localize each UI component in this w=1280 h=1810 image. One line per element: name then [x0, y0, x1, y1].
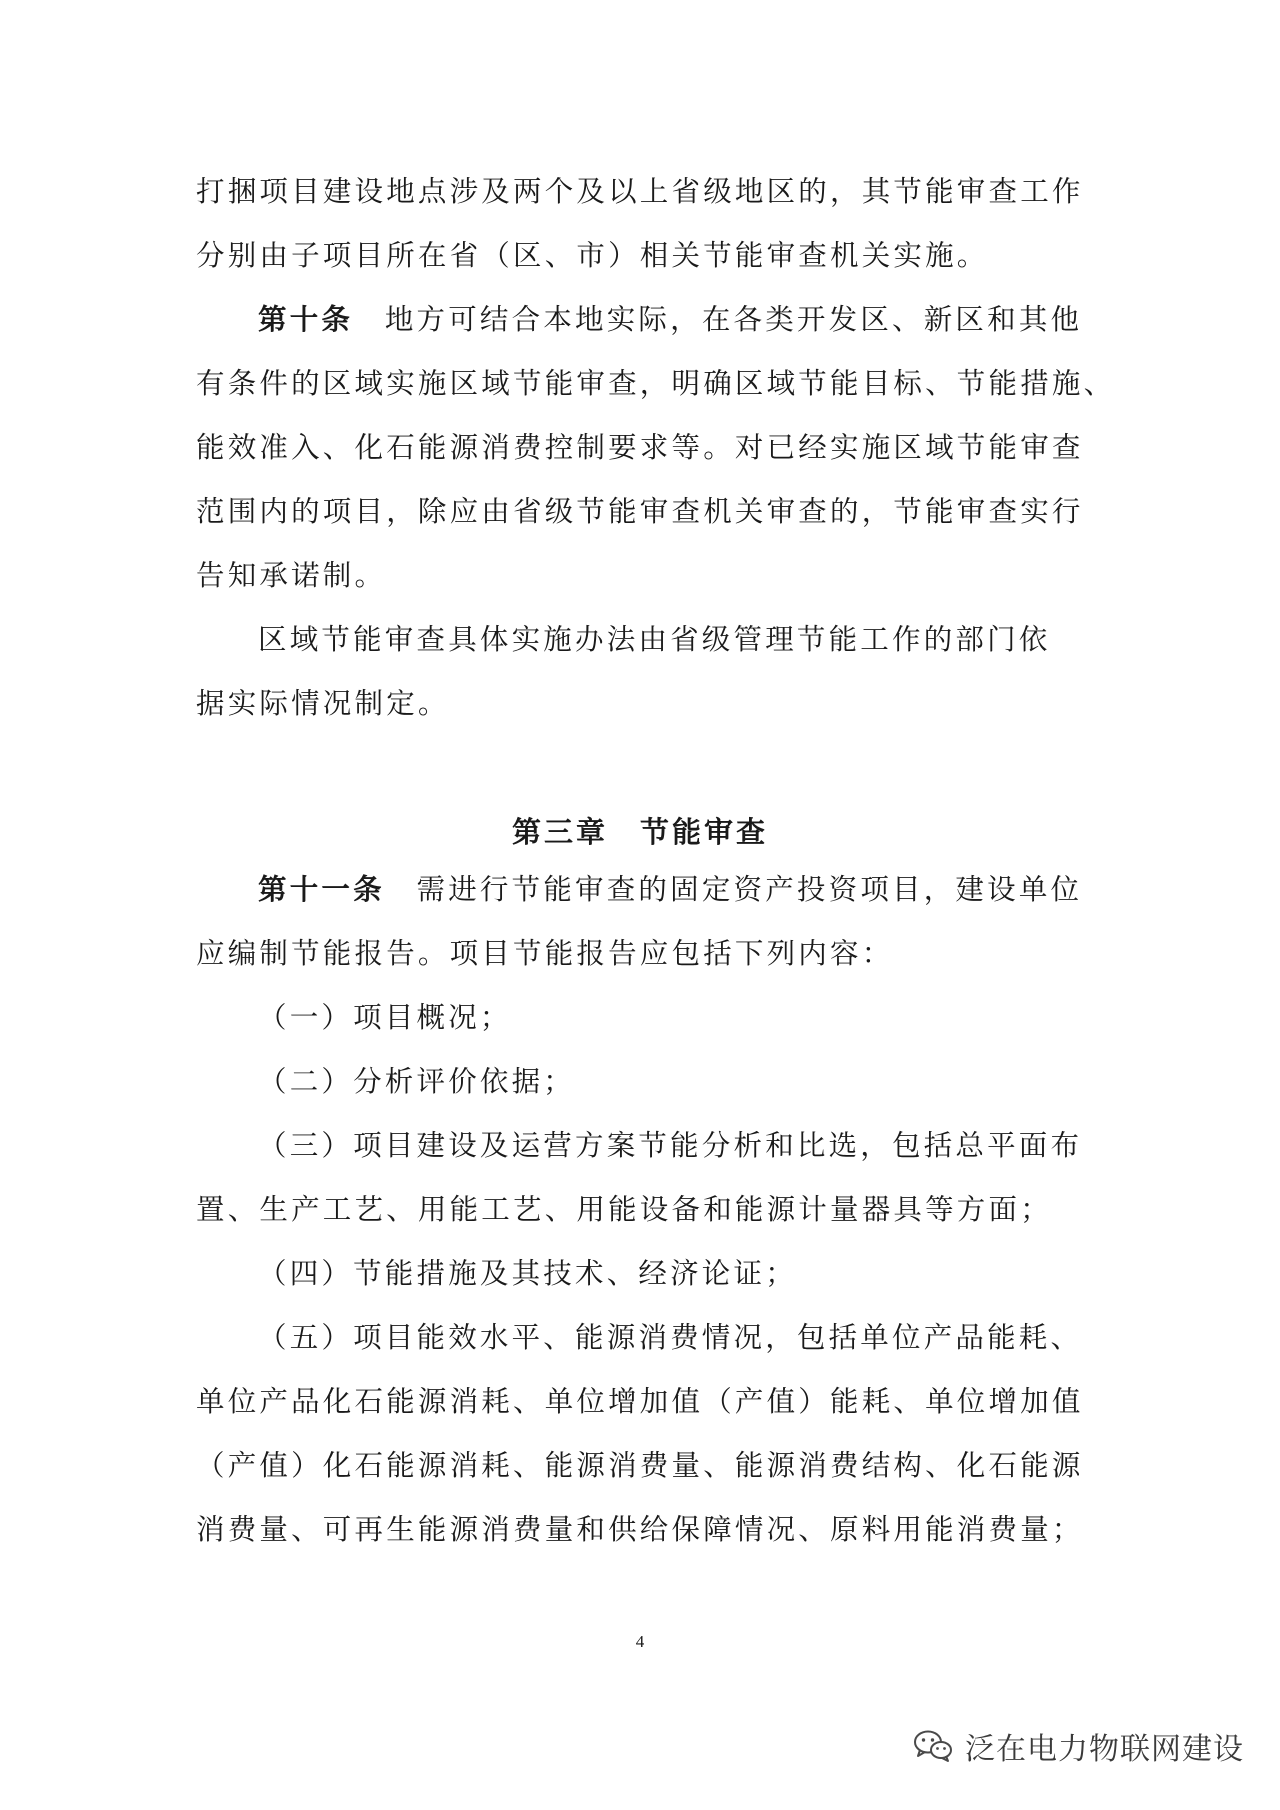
text-line: 消费量、可再生能源消费量和供给保障情况、原料用能消费量；: [196, 1513, 1084, 1546]
text-line: 范围内的项目，除应由省级节能审查机关审查的，节能审查实行: [196, 495, 1084, 528]
text-line: 有条件的区域实施区域节能审查，明确区域节能目标、节能措施、: [196, 367, 1116, 400]
text-line: 应编制节能报告。项目节能报告应包括下列内容：: [196, 937, 894, 970]
list-item: （一）项目概况；: [258, 1001, 512, 1034]
article-heading: 第十一条: [258, 873, 385, 906]
text-line: 告知承诺制。: [196, 559, 387, 592]
list-item: （二）分析评价依据；: [258, 1065, 576, 1098]
wechat-icon: [913, 1729, 953, 1763]
text-line: 打捆项目建设地点涉及两个及以上省级地区的，其节能审查工作: [196, 175, 1084, 208]
page-number: 4: [635, 1632, 645, 1651]
list-item: （三）项目建设及运营方案节能分析和比选，包括总平面布: [258, 1129, 1083, 1162]
text-line: 据实际情况制定。: [196, 687, 450, 720]
article-11-line: 第十一条 需进行节能审查的固定资产投资项目，建设单位: [258, 873, 1083, 906]
list-item: （四）节能措施及其技术、经济论证；: [258, 1257, 797, 1290]
text-line: 能效准入、化石能源消费控制要求等。对已经实施区域节能审查: [196, 431, 1084, 464]
text-line: （产值）化石能源消耗、能源消费量、能源消费结构、化石能源: [196, 1449, 1084, 1482]
article-heading: 第十条: [258, 303, 354, 336]
list-item: （五）项目能效水平、能源消费情况，包括单位产品能耗、: [258, 1321, 1083, 1354]
text-line: 区域节能审查具体实施办法由省级管理节能工作的部门依: [258, 623, 1051, 656]
wechat-watermark: [913, 1720, 1244, 1772]
text-line: 置、生产工艺、用能工艺、用能设备和能源计量器具等方面；: [196, 1193, 1052, 1226]
watermark-text: 泛在电力物联网建设: [965, 1732, 1244, 1767]
text-line: 单位产品化石能源消耗、单位增加值（产值）能耗、单位增加值: [196, 1385, 1084, 1418]
chapter-title: 第三章 节能审查: [511, 815, 768, 849]
article-10-line: 第十条 地方可结合本地实际，在各类开发区、新区和其他: [258, 303, 1083, 336]
text-line: 分别由子项目所在省（区、市）相关节能审查机关实施。: [196, 239, 989, 272]
